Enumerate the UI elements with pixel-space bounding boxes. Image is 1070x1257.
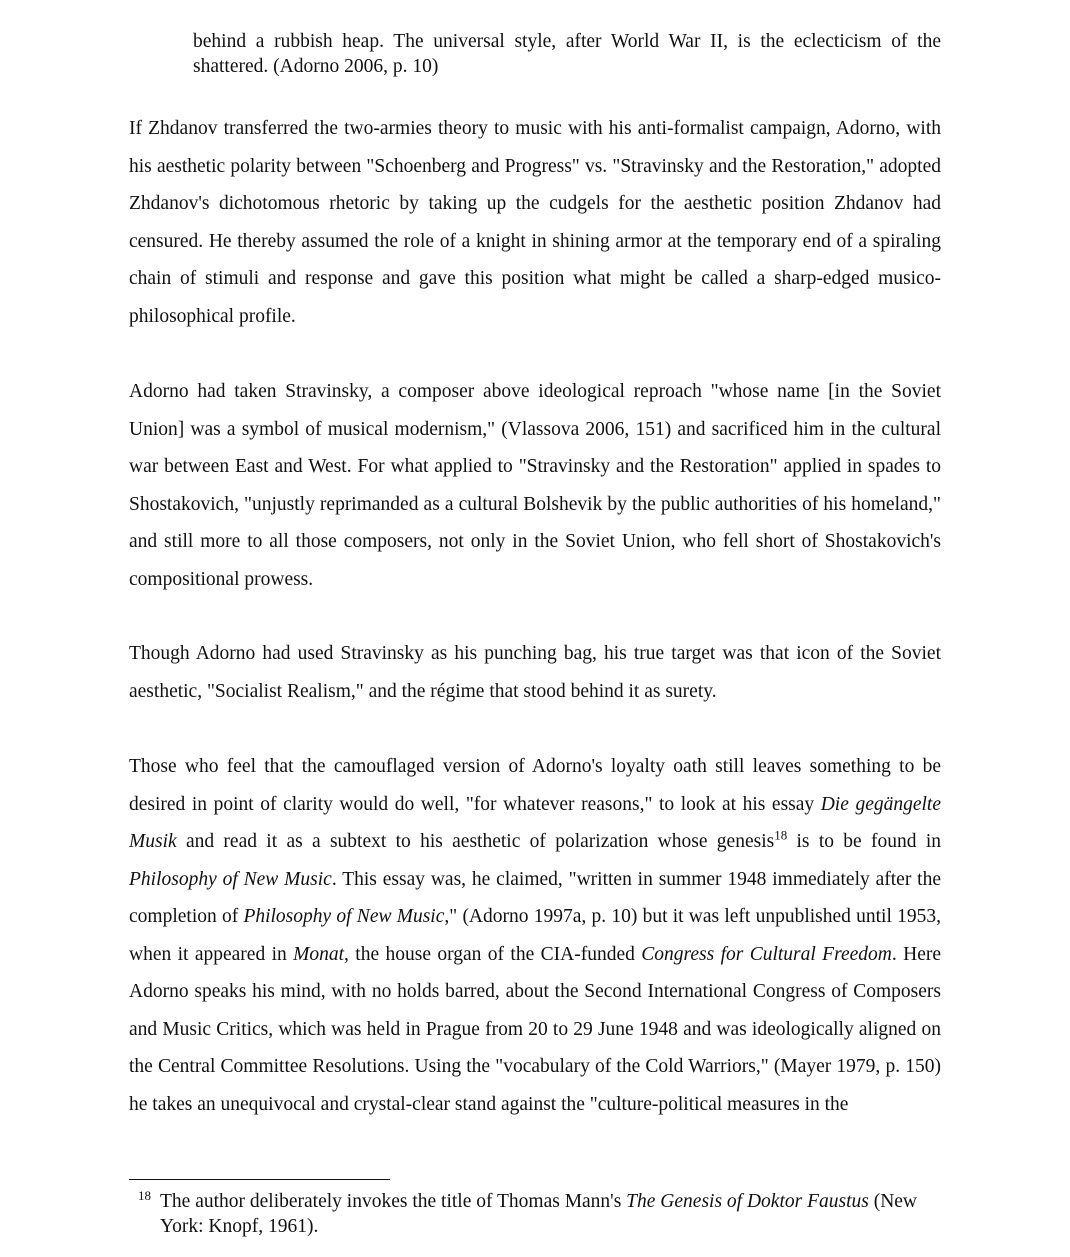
- footnote-text: (New York: Knopf, 1961).: [160, 1191, 918, 1237]
- footnote-text: The author deliberately invokes the title of Thomas Mann's: [160, 1191, 627, 1212]
- footnote-number: 18: [138, 1188, 151, 1203]
- text-run: . This essay was, he claimed, "written in summer 1948 immediately after the completion of: [129, 868, 941, 927]
- text-run: , the house organ of the CIA-funded: [344, 943, 642, 965]
- text-run: and read it as a subtext to his aesthetic of polarization whose genesis: [176, 831, 775, 852]
- block-quote: behind a rubbish heap. The universal style, after World War II, is the eclecticism of the shattered. (Adorno 2006, p. 10): [193, 31, 941, 77]
- paragraph-stravinsky: Adorno had taken Stravinsky, a composer above ideological reproach "whose name [in the Soviet Union] was a symbol of musical modernism," (Vlassova 2006, 151) and sacrificed him in the cultural war between East and West. For what applied to "Stravinsky and the Restoration" applied in spades to Shostakovich, "unjustly reprimanded as a cultural Bolshevik by the public authorities of his homeland," and still more to all those composers, not only in the Soviet Union, who fell short of Shostakovich's compositional prowess.: [129, 381, 941, 590]
- paragraph-punching-bag: Though Adorno had used Stravinsky as his punching bag, his true target was that icon of the Soviet aesthetic, "Socialist Realism," and the régime that stood behind it as surety.: [129, 643, 941, 702]
- footnote-reference[interactable]: 18: [774, 827, 788, 843]
- italic-title: Congress for Cultural Freedom: [641, 943, 892, 965]
- paragraph-loyalty-oath: [129, 748, 941, 1123]
- text-run: is to be found in: [787, 831, 941, 852]
- footnote-18: [138, 1188, 941, 1239]
- italic-title: Philosophy of New Music: [129, 868, 332, 890]
- text-run: . Here Adorno speaks his mind, with no holds barred, about the Second International Congress of Composers and Music Critics, which was held in Prague from 20 to 29 June 1948 and was ideologically aligned on the Central Committee Resolutions. Using the "vocabulary of the Cold Warriors," (Mayer 1979, p. 150) he takes an unequivocal and crystal-clear stand against the "culture-political measures in the: [129, 943, 941, 1115]
- footnote-separator: [129, 1179, 390, 1180]
- text-run: Those who feel that the camouflaged version of Adorno's loyalty oath still leaves something to be desired in point of clarity would do well, "for whatever reasons," to look at his essay: [129, 756, 941, 815]
- italic-title: Philosophy of New Music: [243, 906, 445, 927]
- paragraph-zhdanov: If Zhdanov transferred the two-armies theory to music with his anti-formalist campaign, Adorno, with his aesthetic polarity between "Schoenberg and Progress" vs. "Stravinsky and the Restoration," adopted Zhdanov's dichotomous rhetoric by taking up the cudgels for the aesthetic position Zhdanov had censured. He thereby assumed the role of a knight in shining armor at the temporary end of a spiraling chain of stimuli and response and gave this position what might be called a sharp-edged musico-philosophical profile.: [129, 118, 941, 327]
- footnote-italic-title: The Genesis of Doktor Faustus: [626, 1191, 869, 1212]
- text-run: ," (Adorno 1997a, p. 10) but it was left unpublished until 1953, when it appeared in: [129, 906, 941, 965]
- italic-title: Monat: [293, 943, 345, 965]
- italic-title: Die gegängelte Musik: [129, 793, 941, 852]
